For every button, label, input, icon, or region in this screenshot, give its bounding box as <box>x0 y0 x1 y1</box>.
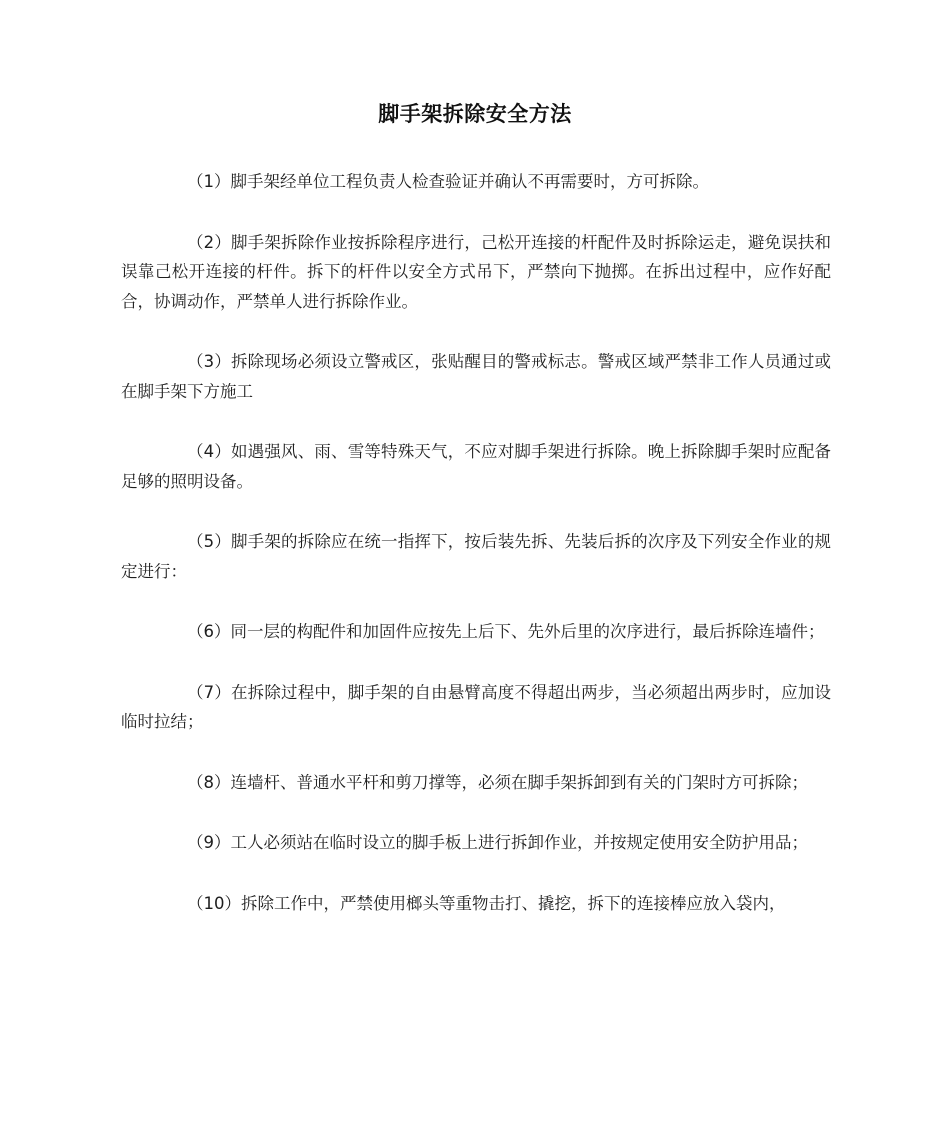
document-title: 脚手架拆除安全方法 <box>378 102 572 126</box>
paragraph-5: （5）脚手架的拆除应在统一指挥下，按后装先拆、先装后拆的次序及下列安全作业的规定进行： <box>121 532 831 581</box>
paragraph-6: （6）同一层的构配件和加固件应按先上后下、先外后里的次序进行，最后拆除连墙件； <box>187 622 825 641</box>
paragraph-1: （1）脚手架经单位工程负责人检查验证并确认不再需要时，方可拆除。 <box>187 172 709 191</box>
paragraph-8: （8）连墙杆、普通水平杆和剪刀撑等，必须在脚手架拆卸到有关的门架时方可拆除； <box>187 772 808 792</box>
paragraph-9: （9）工人必须站在临时设立的脚手板上进行拆卸作业，并按规定使用安全防护用品； <box>187 833 808 852</box>
document-body <box>121 167 831 949</box>
paragraph-2: （2）脚手架拆除作业按拆除程序进行，己松开连接的杆配件及时拆除运走，避免误扶和误靠己松开连接的杆件。拆下的杆件以安全方式吊下，严禁向下抛掷。在拆出过程中，应作好配合，协调动作，严禁单人进行拆除作业。 <box>121 232 831 311</box>
paragraph-10: （10）拆除工作中，严禁使用榔头等重物击打、撬挖，拆下的连接棒应放入袋内， <box>187 893 786 913</box>
paragraph-7: （7）在拆除过程中，脚手架的自由悬臂高度不得超出两步，当必须超出两步时，应加设临时拉结； <box>121 682 831 731</box>
paragraph-3: （3）拆除现场必须设立警戒区，张贴醒目的警戒标志。警戒区域严禁非工作人员通过或在脚手架下方施工 <box>121 352 831 401</box>
paragraph-4: （4）如遇强风、雨、雪等特殊天气，不应对脚手架进行拆除。晚上拆除脚手架时应配备足够的照明设备。 <box>121 442 831 491</box>
